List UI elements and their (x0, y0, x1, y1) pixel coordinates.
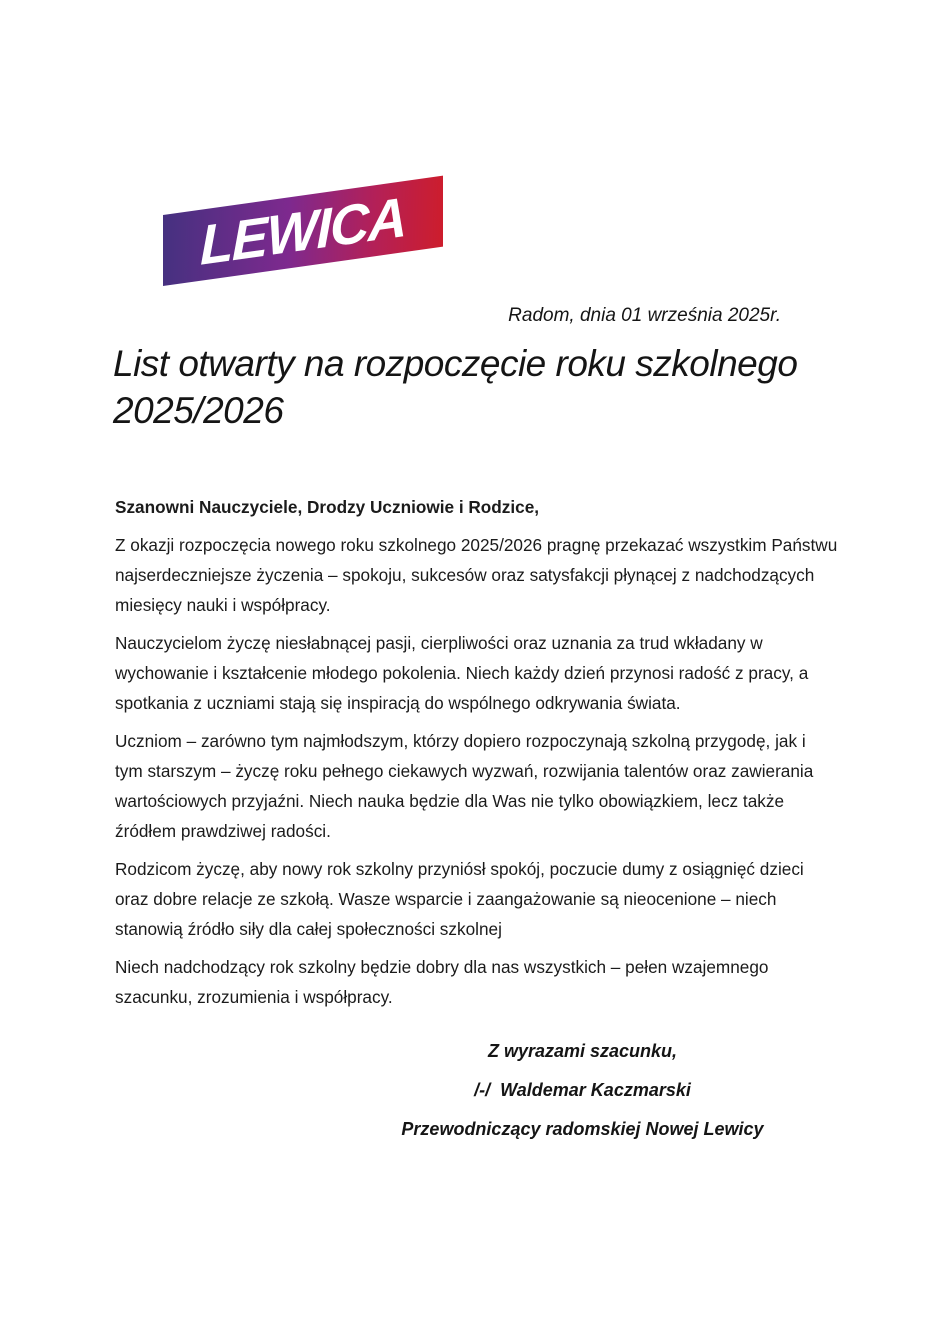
page-title: List otwarty na rozpoczęcie roku szkolnego 2025/2026 (113, 343, 798, 431)
date-line: Radom, dnia 01 września 2025r. (508, 305, 781, 326)
letter-body (115, 492, 838, 1020)
lewica-logo-text: LEWICA (200, 184, 406, 277)
paragraph-5: Niech nadchodzący rok szkolny będzie dobry dla nas wszystkich – pełen wzajemnego szacunku, zrozumienia i współpracy. (115, 957, 769, 1007)
salutation: Szanowni Nauczyciele, Drodzy Uczniowie i Rodzice, (115, 497, 540, 517)
paragraph-2: Nauczycielom życzę niesłabnącej pasji, cierpliwości oraz uznania za trud wkładany w wychowanie i kształcenie młodego pokolenia. Niech każdy dzień przynosi radość z pracy, a spotkania z uczniami stają się inspiracją do wspólnego odkrywania świata. (115, 633, 809, 713)
paragraph-4: Rodzicom życzę, aby nowy rok szkolny przyniósł spokój, poczucie dumy z osiągnięć dzieci oraz dobre relacje ze szkołą. Wasze wsparcie i zaangażowanie są nieocenione – niech stanowią źródło siły dla całej społeczności szkolnej (115, 859, 804, 939)
signature-role: Przewodniczący radomskiej Nowej Lewicy (401, 1119, 764, 1139)
signature-closing: Z wyrazami szacunku, (487, 1041, 678, 1061)
signature-name: /-/ Waldemar Kaczmarski (474, 1080, 691, 1100)
paragraph-3: Uczniom – zarówno tym najmłodszym, którzy dopiero rozpoczynają szkolną przygodę, jak i tym starszym – życzę roku pełnego ciekawych wyzwań, rozwijania talentów oraz zawierania wartościowych przyjaźni. Niech nauka będzie dla Was nie tylko obowiązkiem, lecz także źródłem prawdziwej radości. (115, 731, 814, 841)
lewica-logo (163, 176, 443, 286)
signature-block (327, 1032, 838, 1149)
paragraph-1: Z okazji rozpoczęcia nowego roku szkolnego 2025/2026 pragnę przekazać wszystkim Państwu najserdeczniejsze życzenia – spokoju, sukcesów oraz satysfakcji płynącej z nadchodzących miesięcy nauki i współpracy. (115, 535, 838, 615)
